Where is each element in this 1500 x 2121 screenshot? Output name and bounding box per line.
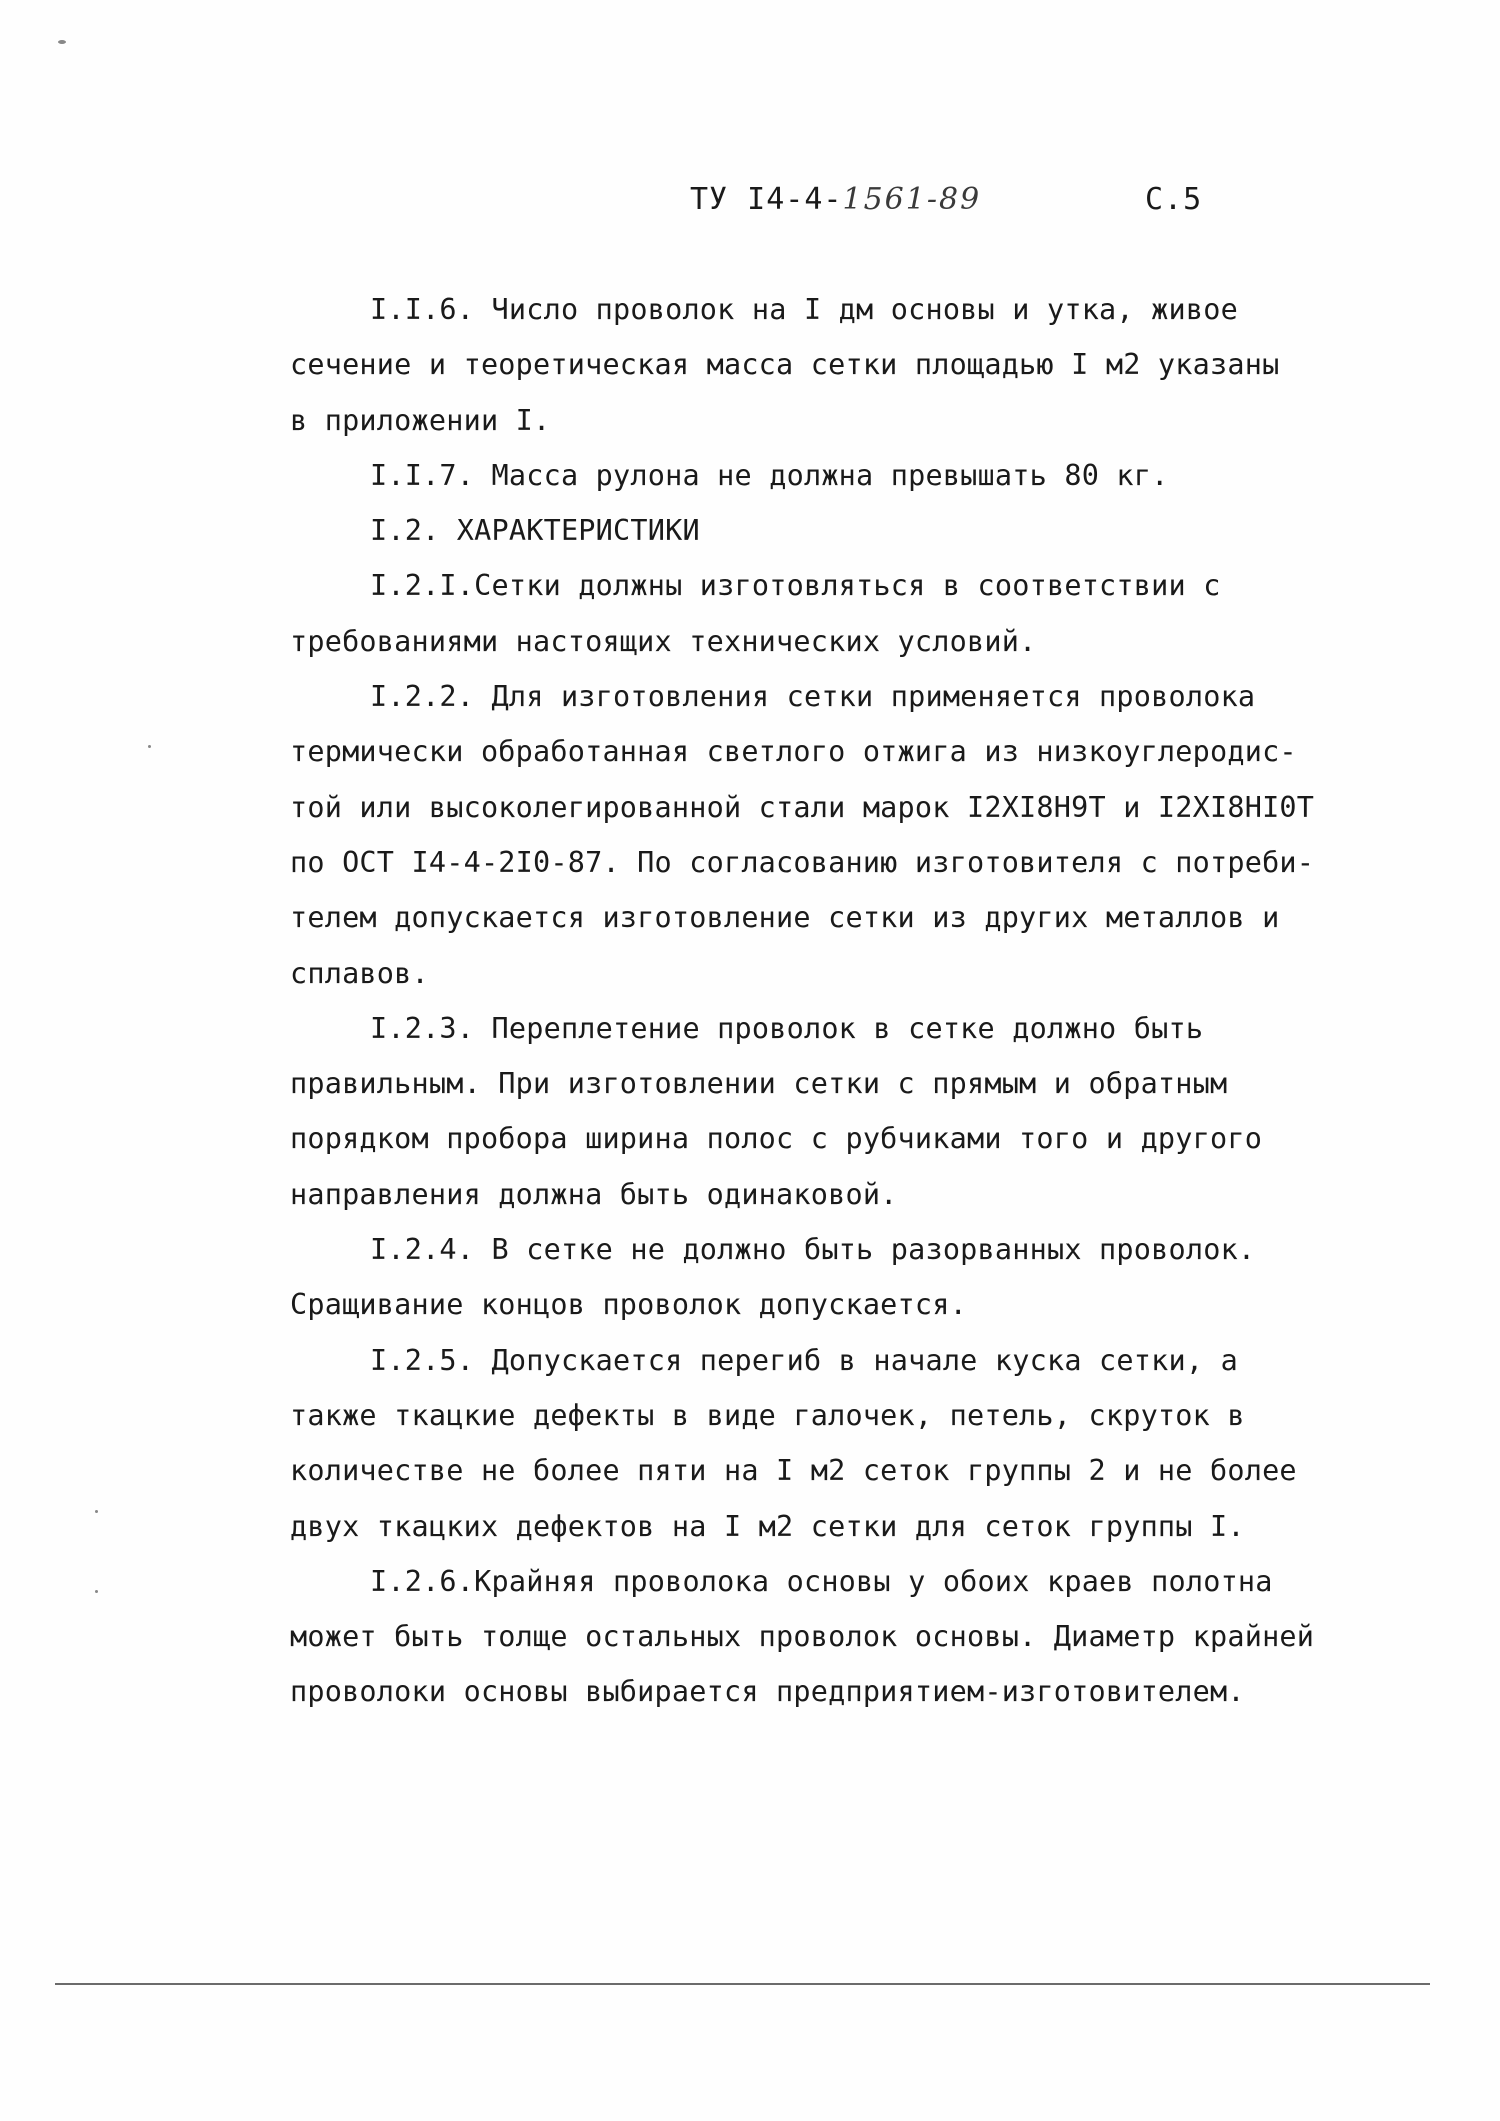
text-line: сечение и теоретическая масса сетки площадью I м2 указаны: [290, 348, 1280, 382]
scan-speck: [95, 1590, 98, 1593]
text-line: в приложении I.: [290, 403, 551, 437]
text-line: количестве не более пяти на I м2 сеток группы 2 и не более: [290, 1454, 1297, 1488]
text-line: требованиями настоящих технических условий.: [290, 624, 1037, 658]
text-line: Сращивание концов проволок допускается.: [290, 1288, 967, 1322]
text-line: по ОСТ I4-4-2I0-87. По согласованию изготовителя с потреби-: [290, 845, 1315, 879]
text-line: I.2.2. Для изготовления сетки применяется проволока: [370, 680, 1256, 714]
text-line: направления должна быть одинаковой.: [290, 1177, 898, 1211]
text-line: I.2.I.Сетки должны изготовляться в соответствии с: [370, 569, 1221, 603]
text-line: I.2.5. Допускается перегиб в начале куска сетки, а: [370, 1343, 1238, 1377]
section-heading: I.2. ХАРАКТЕРИСТИКИ: [370, 514, 700, 548]
text-line: I.2.4. В сетке не должно быть разорванных проволок.: [370, 1233, 1256, 1267]
text-line: I.2.3. Переплетение проволок в сетке должно быть: [370, 1011, 1204, 1045]
text-line: телем допускается изготовление сетки из других металлов и: [290, 901, 1280, 935]
document-code: [690, 182, 981, 217]
text-line: сплавов.: [290, 956, 429, 990]
text-line: может быть толще остальных проволок основы. Диаметр крайней: [290, 1620, 1315, 1654]
text-line: термически обработанная светлого отжига из низкоуглеродис-: [290, 735, 1297, 769]
text-line: I.I.7. Масса рулона не должна превышать 80 кг.: [370, 458, 1169, 492]
bottom-rule: [55, 1983, 1430, 1985]
text-line: той или высоколегированной стали марок I2XI8H9T и I2XI8HI0T: [290, 790, 1315, 824]
document-body: [290, 282, 1315, 1720]
scan-speck: [95, 1510, 98, 1513]
scan-speck: [148, 745, 151, 748]
text-line: I.I.6. Число проволок на I дм основы и утка, живое: [370, 293, 1238, 326]
text-line: проволоки основы выбирается предприятием-изготовителем.: [290, 1675, 1245, 1709]
document-code-prefix: ТУ I4-4-: [690, 182, 843, 217]
scan-speck: [58, 40, 66, 44]
document-code-handwritten: 1561-89: [842, 182, 982, 217]
text-line: порядком пробора ширина полос с рубчиками того и другого: [290, 1122, 1263, 1156]
text-line: также ткацкие дефекты в виде галочек, петель, скруток в: [290, 1398, 1245, 1432]
text-line: правильным. При изготовлении сетки с прямым и обратным: [290, 1067, 1228, 1101]
page-number: С.5: [1145, 182, 1203, 217]
text-line: I.2.6.Крайняя проволока основы у обоих краев полотна: [370, 1564, 1273, 1598]
text-line: двух ткацких дефектов на I м2 сетки для сеток группы I.: [290, 1509, 1245, 1543]
